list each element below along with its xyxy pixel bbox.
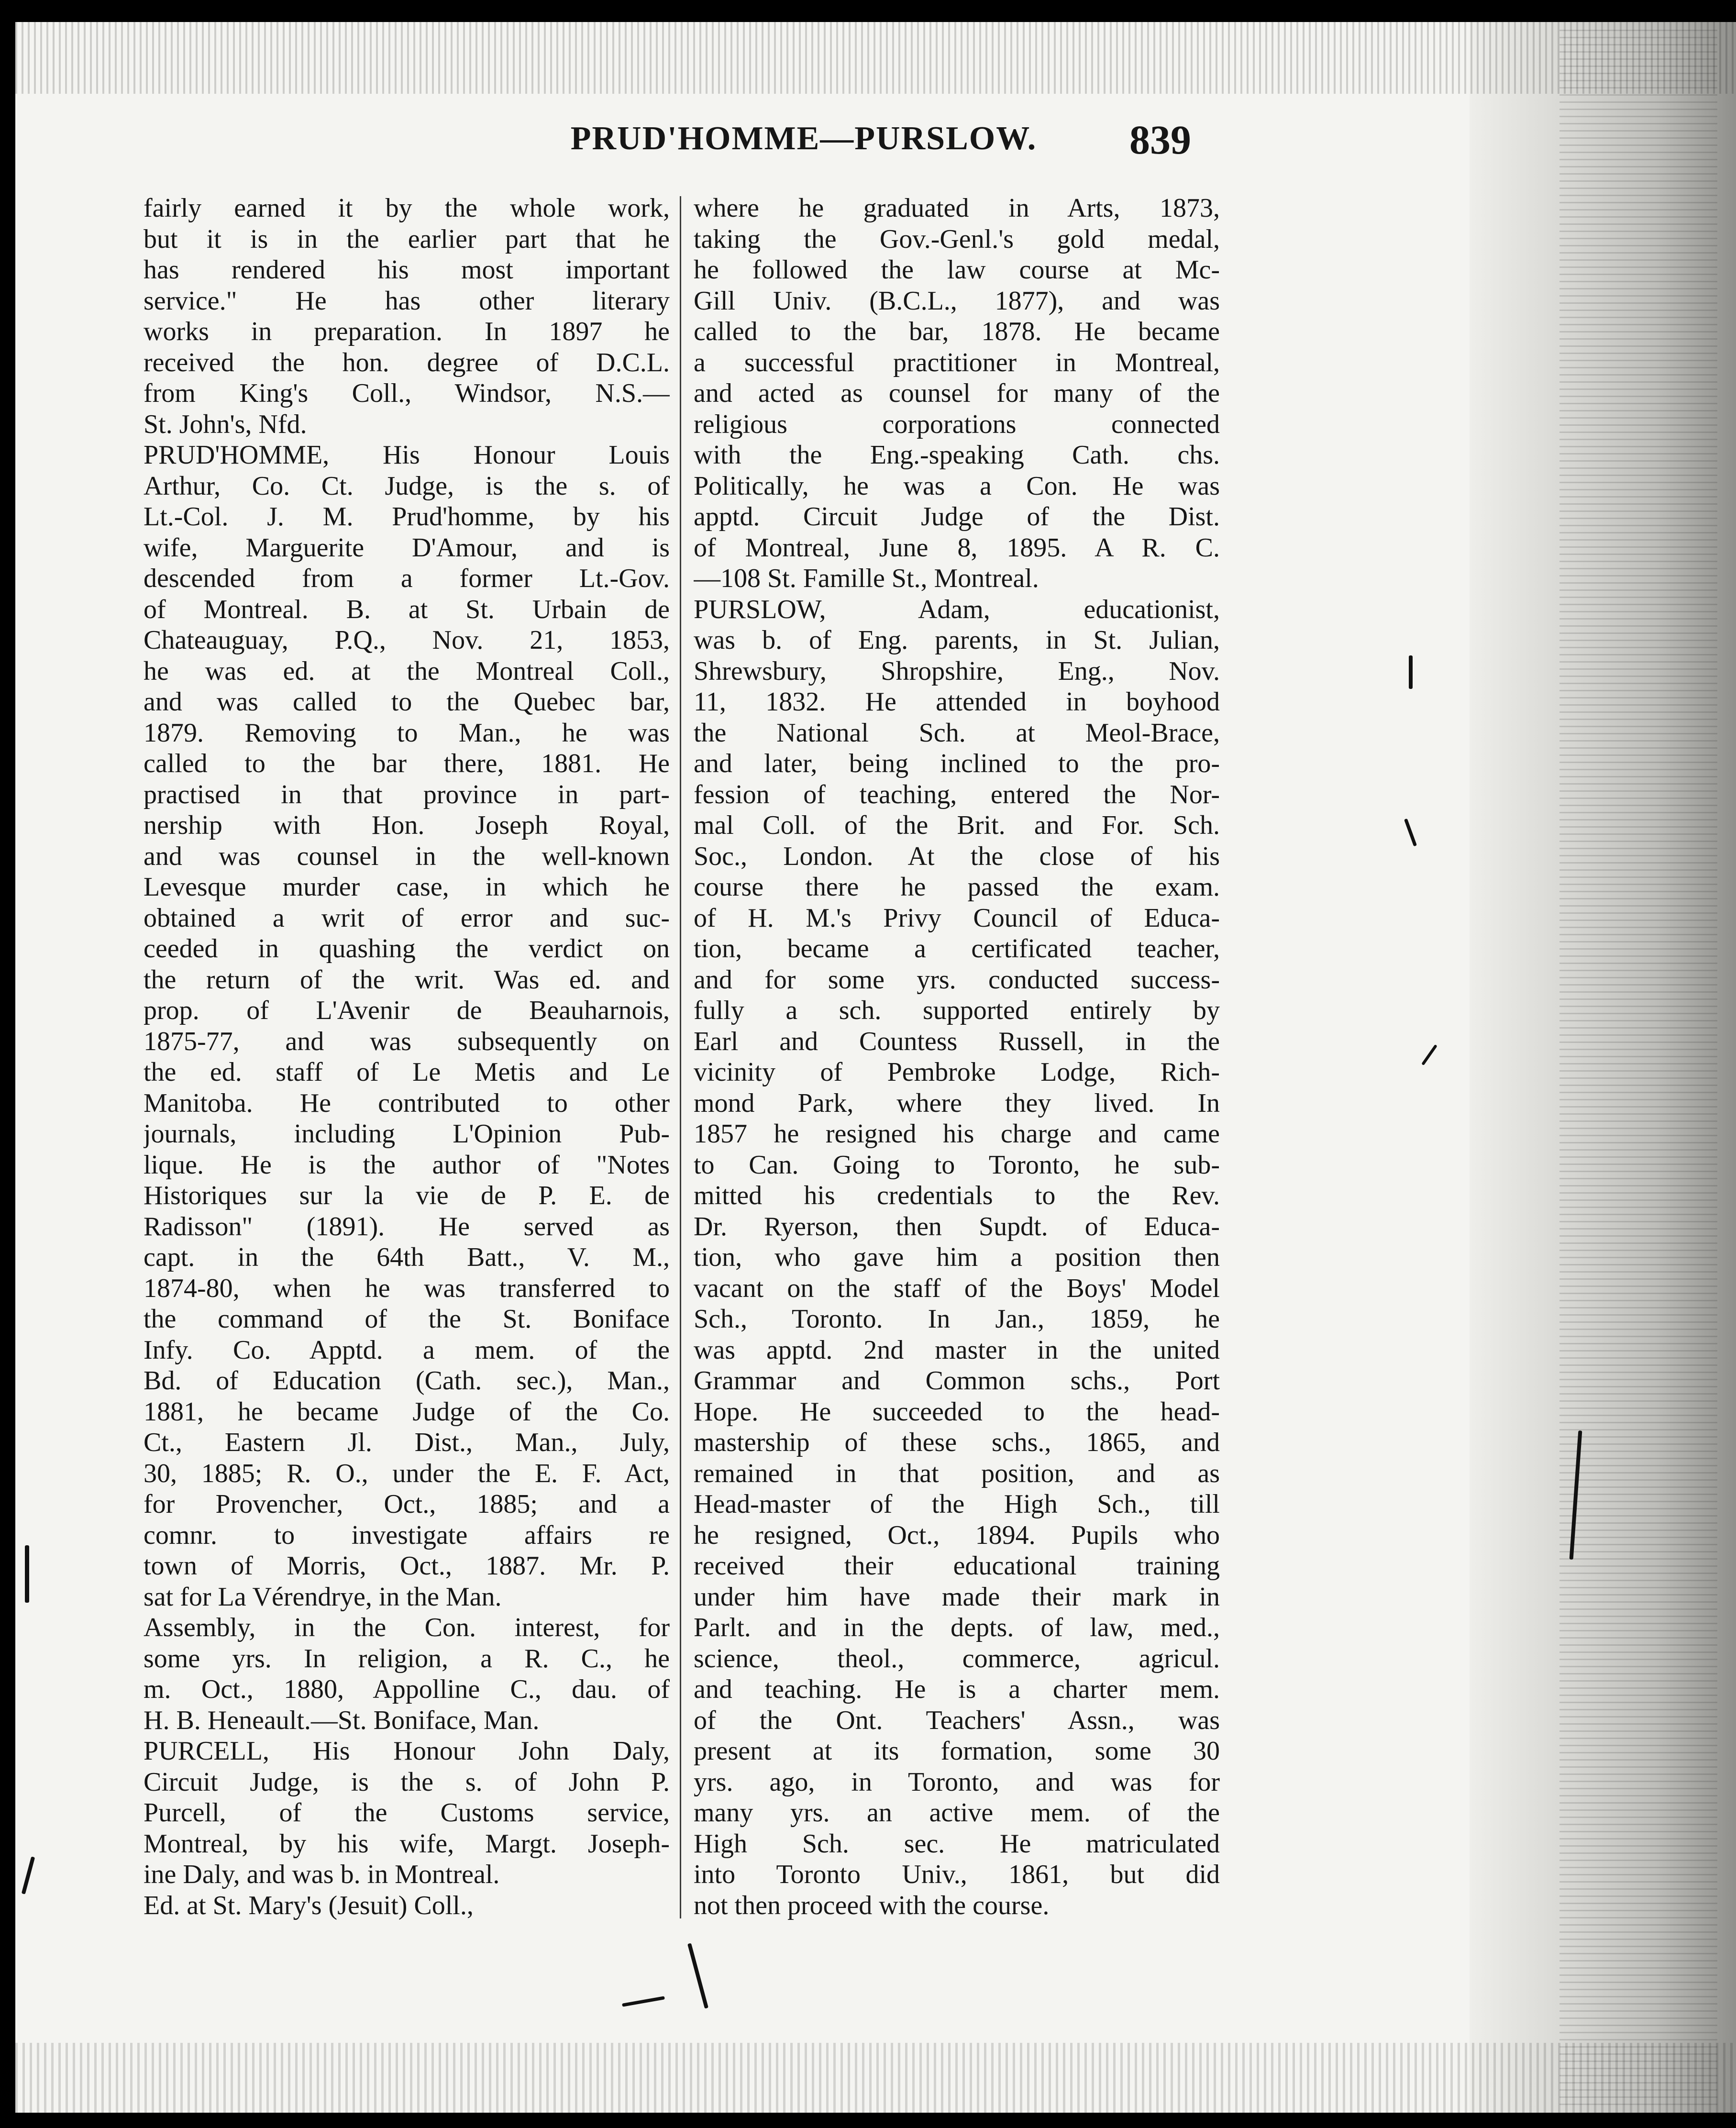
text-line: Gill Univ. (B.C.L., 1877), and was [694, 286, 1220, 316]
text-line: the command of the St. Boniface [144, 1304, 670, 1334]
text-line: Shrewsbury, Shropshire, Eng., Nov. [694, 656, 1220, 686]
text-line: tion, who gave him a position then [694, 1242, 1220, 1272]
text-line: Radisson" (1891). He served as [144, 1211, 670, 1241]
pen-mark [1409, 655, 1413, 689]
text-line: comnr. to investigate affairs re [144, 1520, 670, 1550]
text-line: Grammar and Common schs., Port [694, 1366, 1220, 1396]
text-line: Lt.-Col. J. M. Prud'homme, by his [144, 502, 670, 532]
text-line: obtained a writ of error and suc- [144, 903, 670, 933]
text-line: Sch., Toronto. In Jan., 1859, he [694, 1304, 1220, 1334]
text-line: and for some yrs. conducted success- [694, 964, 1220, 995]
text-line: capt. in the 64th Batt., V. M., [144, 1242, 670, 1272]
text-line: remained in that position, and as [694, 1458, 1220, 1488]
text-line: received the hon. degree of D.C.L. [144, 347, 670, 377]
text-line: he followed the law course at Mc- [694, 255, 1220, 285]
text-line: was apptd. 2nd master in the united [694, 1335, 1220, 1365]
text-line: Montreal, by his wife, Margt. Joseph- [144, 1829, 670, 1859]
page-number: 839 [1129, 117, 1191, 163]
text-line: Head-master of the High Sch., till [694, 1489, 1220, 1519]
text-line: and teaching. He is a charter mem. [694, 1674, 1220, 1704]
text-line: PRUD'HOMME, His Honour Louis [144, 440, 670, 470]
text-line: St. John's, Nfd. [144, 409, 307, 439]
text-line: course there he passed the exam. [694, 872, 1220, 902]
text-line: for Provencher, Oct., 1885; and a [144, 1489, 670, 1519]
text-line: Parlt. and in the depts. of law, med., [694, 1613, 1220, 1642]
text-line: some yrs. In religion, a R. C., he [144, 1643, 670, 1674]
text-line: Ed. at St. Mary's (Jesuit) Coll., [144, 1890, 474, 1920]
text-line: fession of teaching, entered the Nor- [694, 779, 1220, 809]
text-line: Levesque murder case, in which he [144, 872, 670, 902]
text-line: —108 St. Famille St., Montreal. [694, 564, 1039, 593]
text-line: Hope. He succeeded to the head- [694, 1396, 1220, 1427]
text-line: received their educational training [694, 1551, 1220, 1581]
text-line: Dr. Ryerson, then Supdt. of Educa- [694, 1211, 1220, 1241]
text-line: and was counsel in the well-known [144, 841, 670, 871]
text-line: prop. of L'Avenir de Beauharnois, [144, 996, 670, 1025]
text-line: and was called to the Quebec bar, [144, 687, 670, 717]
text-line: but it is in the earlier part that he [144, 224, 670, 254]
text-line: 1881, he became Judge of the Co. [144, 1396, 670, 1427]
text-line: works in preparation. In 1897 he [144, 317, 670, 346]
text-line: he was ed. at the Montreal Coll., [144, 656, 670, 686]
text-line: mond Park, where they lived. In [694, 1088, 1220, 1118]
text-line: Infy. Co. Apptd. a mem. of the [144, 1335, 670, 1365]
text-line: Purcell, of the Customs service, [144, 1798, 670, 1828]
text-line: Chateauguay, P.Q., Nov. 21, 1853, [144, 625, 670, 655]
column-divider [680, 196, 681, 1918]
text-line: fairly earned it by the whole work, [144, 193, 670, 223]
text-line: of Montreal. B. at St. Urbain de [144, 594, 670, 624]
text-line: fully a sch. supported entirely by [694, 996, 1220, 1025]
text-line: apptd. Circuit Judge of the Dist. [694, 502, 1220, 532]
text-line: with the Eng.-speaking Cath. chs. [694, 440, 1220, 470]
text-line: mal Coll. of the Brit. and For. Sch. [694, 810, 1220, 840]
text-line: mastership of these schs., 1865, and [694, 1428, 1220, 1457]
text-line: 1875-77, and was subsequently on [144, 1026, 670, 1056]
text-line: and later, being inclined to the pro- [694, 749, 1220, 778]
text-line: descended from a former Lt.-Gov. [144, 564, 670, 593]
text-line: 1879. Removing to Man., he was [144, 718, 670, 748]
text-line: lique. He is the author of "Notes [144, 1150, 670, 1180]
text-line: the return of the writ. Was ed. and [144, 964, 670, 995]
text-line: Soc., London. At the close of his [694, 841, 1220, 871]
text-line: practised in that province in part- [144, 779, 670, 809]
text-line: the National Sch. at Meol-Brace, [694, 718, 1220, 748]
text-line: where he graduated in Arts, 1873, [694, 193, 1220, 223]
text-line: Manitoba. He contributed to other [144, 1088, 670, 1118]
text-line: of H. M.'s Privy Council of Educa- [694, 903, 1220, 933]
page-edge-texture [1559, 29, 1717, 2105]
text-line: Bd. of Education (Cath. sec.), Man., [144, 1366, 670, 1396]
text-line: 1857 he resigned his charge and came [694, 1119, 1220, 1149]
text-line: from King's Coll., Windsor, N.S.— [144, 378, 670, 408]
text-line: of the Ont. Teachers' Assn., was [694, 1705, 1220, 1735]
text-line: called to the bar there, 1881. He [144, 749, 670, 778]
text-line: m. Oct., 1880, Appolline C., dau. of [144, 1674, 670, 1704]
text-line: mitted his credentials to the Rev. [694, 1181, 1220, 1210]
text-line: service." He has other literary [144, 286, 670, 316]
text-line: many yrs. an active mem. of the [694, 1798, 1220, 1828]
text-line: Circuit Judge, is the s. of John P. [144, 1767, 670, 1797]
text-line: vacant on the staff of the Boys' Model [694, 1273, 1220, 1303]
text-line: Arthur, Co. Ct. Judge, is the s. of [144, 471, 670, 501]
text-line: was b. of Eng. parents, in St. Julian, [694, 625, 1220, 655]
text-line: PURSLOW, Adam, educationist, [694, 594, 1220, 624]
text-line: ine Daly, and was b. in Montreal. [144, 1860, 500, 1889]
text-line: ceeded in quashing the verdict on [144, 934, 670, 964]
text-line: nership with Hon. Joseph Royal, [144, 810, 670, 840]
text-line: under him have made their mark in [694, 1582, 1220, 1612]
text-line: science, theol., commerce, agricul. [694, 1643, 1220, 1674]
text-line: he resigned, Oct., 1894. Pupils who [694, 1520, 1220, 1550]
text-line: the ed. staff of Le Metis and Le [144, 1057, 670, 1087]
text-line: and acted as counsel for many of the [694, 378, 1220, 408]
text-line: Politically, he was a Con. He was [694, 471, 1220, 501]
text-line: vicinity of Pembroke Lodge, Rich- [694, 1057, 1220, 1087]
text-line: present at its formation, some 30 [694, 1736, 1220, 1766]
scan-noise-top [15, 22, 1736, 94]
right-column [694, 193, 1220, 1921]
text-line: Ct., Eastern Jl. Dist., Man., July, [144, 1428, 670, 1457]
text-line: has rendered his most important [144, 255, 670, 285]
running-head: PRUD'HOMME—PURSLOW. [570, 120, 1037, 157]
text-line: called to the bar, 1878. He became [694, 317, 1220, 346]
text-line: tion, became a certificated teacher, [694, 934, 1220, 964]
text-line: yrs. ago, in Toronto, and was for [694, 1767, 1220, 1797]
text-line: Historiques sur la vie de P. E. de [144, 1181, 670, 1210]
text-line: to Can. Going to Toronto, he sub- [694, 1150, 1220, 1180]
scan-noise-bottom [15, 2043, 1736, 2113]
text-line: Earl and Countess Russell, in the [694, 1026, 1220, 1056]
text-line: taking the Gov.-Genl.'s gold medal, [694, 224, 1220, 254]
text-line: Assembly, in the Con. interest, for [144, 1613, 670, 1642]
text-line: town of Morris, Oct., 1887. Mr. P. [144, 1551, 670, 1581]
text-line: into Toronto Univ., 1861, but did [694, 1860, 1220, 1889]
text-line: PURCELL, His Honour John Daly, [144, 1736, 670, 1766]
pen-mark [25, 1545, 29, 1603]
text-line: wife, Marguerite D'Amour, and is [144, 532, 670, 563]
text-line: not then proceed with the course. [694, 1890, 1050, 1920]
text-line: High Sch. sec. He matriculated [694, 1829, 1220, 1859]
text-line: 1874-80, when he was transferred to [144, 1273, 670, 1303]
text-line: a successful practitioner in Montreal, [694, 347, 1220, 377]
text-line: religious corporations connected [694, 409, 1220, 439]
left-column [144, 193, 670, 1921]
text-line: H. B. Heneault.—St. Boniface, Man. [144, 1705, 540, 1735]
text-line: 30, 1885; R. O., under the E. F. Act, [144, 1458, 670, 1488]
text-line: 11, 1832. He attended in boyhood [694, 687, 1220, 717]
text-line: of Montreal, June 8, 1895. A R. C. [694, 532, 1220, 563]
text-line: journals, including L'Opinion Pub- [144, 1119, 670, 1149]
text-line: sat for La Vérendrye, in the Man. [144, 1582, 502, 1612]
